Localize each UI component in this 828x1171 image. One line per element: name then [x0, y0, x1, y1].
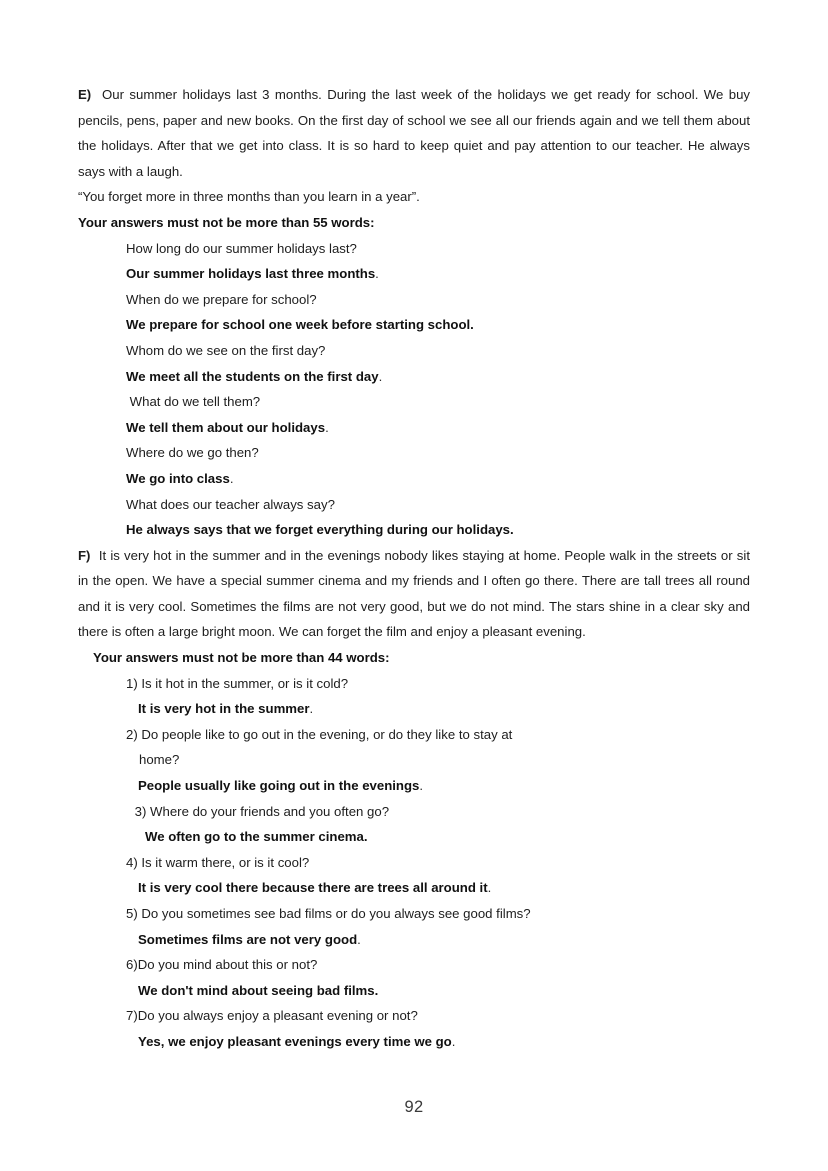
- qa-pair: [78, 287, 750, 338]
- answer-period: .: [375, 266, 379, 282]
- question-line: How long do our summer holidays last?: [126, 240, 357, 256]
- answer-line: [78, 312, 750, 338]
- section-f-letter: F): [78, 547, 91, 563]
- document-content: [78, 82, 750, 1055]
- answer-line: [78, 415, 750, 441]
- answer-period: .: [451, 1033, 456, 1049]
- answer-text: Sometimes films are not very good: [138, 931, 358, 947]
- answer-text: People usually like going out in the evenings: [138, 778, 420, 794]
- answer-text: We often go to the summer cinema.: [145, 829, 368, 845]
- answer-text: Yes, we enjoy pleasant evenings every time we go: [138, 1033, 452, 1049]
- answer-text: He always says that we forget everything during our holidays.: [126, 522, 514, 538]
- qa-pair: [78, 901, 750, 952]
- answer-period: .: [309, 701, 314, 717]
- answer-line: [78, 875, 750, 901]
- qa-pair: [78, 389, 750, 440]
- section-e: [78, 82, 750, 543]
- answer-period: .: [357, 931, 361, 947]
- qa-pair: [78, 440, 750, 491]
- question-line: 5) Do you sometimes see bad films or do you always see good films?: [126, 906, 531, 921]
- qa-pair: [78, 722, 750, 799]
- section-e-quote: “You forget more in three months than you learn in a year”.: [78, 189, 420, 205]
- answer-text: We go into class: [126, 470, 230, 486]
- section-f-qa-list: [78, 671, 750, 1055]
- section-e-paragraph: [78, 82, 750, 184]
- question-text: 2) Do people like to go out in the evening, or do they like to stay at: [126, 726, 513, 742]
- answer-period: .: [325, 419, 329, 435]
- answer-period: .: [229, 470, 234, 486]
- question-line: 1) Is it hot in the summer, or is it cold?: [126, 675, 349, 691]
- qa-pair: [78, 799, 750, 850]
- answer-text: We prepare for school one week before starting school.: [126, 317, 474, 333]
- answer-line: [78, 978, 750, 1004]
- question-line: 4) Is it warm there, or is it cool?: [126, 854, 310, 870]
- answer-period: .: [378, 368, 383, 384]
- section-e-letter: E): [78, 87, 92, 102]
- question-line: Where do we go then?: [126, 445, 259, 461]
- section-e-qa-list: [78, 236, 750, 543]
- answer-line: [78, 696, 750, 722]
- answer-period: .: [487, 880, 492, 896]
- section-f: [78, 543, 750, 1055]
- section-e-paragraph-text: Our summer holidays last 3 months. During the last week of the holidays we get ready for school. We buy pencils, pens, paper and new books. On the first day of school we see all our friends again and we tell them about the holidays. After that we get into class. It is so hard to keep quiet and pay attention to our teacher. He always says with a laugh.: [78, 87, 750, 179]
- answer-period: .: [419, 778, 424, 794]
- section-f-paragraph: [78, 543, 750, 645]
- question-line: 6)Do you mind about this or not?: [126, 957, 318, 973]
- section-f-answer-heading: Your answers must not be more than 44 words:: [93, 650, 390, 666]
- answer-line: [78, 773, 750, 799]
- answer-line: [78, 261, 750, 287]
- question-line: Whom do we see on the first day?: [126, 342, 326, 358]
- question-line: What does our teacher always say?: [126, 496, 335, 512]
- answer-line: [78, 927, 750, 953]
- answer-text: It is very hot in the summer: [138, 701, 310, 717]
- qa-pair: [78, 850, 750, 901]
- question-wrap-line: home?: [139, 752, 180, 768]
- answer-line: [78, 466, 750, 492]
- section-e-answer-heading: Your answers must not be more than 55 words:: [78, 214, 375, 230]
- answer-text: Our summer holidays last three months: [126, 266, 376, 282]
- question-line: What do we tell them?: [126, 394, 261, 410]
- qa-pair: [78, 952, 750, 1003]
- qa-pair: [78, 338, 750, 389]
- answer-text: We tell them about our holidays: [126, 419, 326, 435]
- answer-line: [78, 824, 750, 850]
- qa-pair: [78, 671, 750, 722]
- question-line: When do we prepare for school?: [126, 291, 317, 307]
- answer-text: We don't mind about seeing bad films.: [138, 982, 379, 998]
- section-f-paragraph-text: It is very hot in the summer and in the evenings nobody likes staying at home. People walk in the streets or sit in the open. We have a special summer cinema and my friends and I often go there. There are tall trees all round and it is very cool. Sometimes the films are not very good, but we do not mind. The stars shine in a clear sky and there is often a large bright moon. We can forget the film and enjoy a pleasant evening.: [78, 547, 750, 640]
- answer-text: We meet all the students on the first day: [126, 368, 379, 384]
- qa-pair: [78, 1003, 750, 1054]
- answer-line: [78, 364, 750, 390]
- qa-pair: [78, 492, 750, 543]
- question-line: 3) Where do your friends and you often go?: [131, 803, 390, 819]
- answer-text: It is very cool there because there are trees all around it: [138, 880, 488, 896]
- page-number: 92: [404, 1098, 424, 1116]
- qa-pair: [78, 236, 750, 287]
- answer-line: [78, 1029, 750, 1055]
- question-line: [78, 722, 750, 773]
- question-line: 7)Do you always enjoy a pleasant evening or not?: [126, 1008, 418, 1024]
- answer-line: [78, 517, 750, 543]
